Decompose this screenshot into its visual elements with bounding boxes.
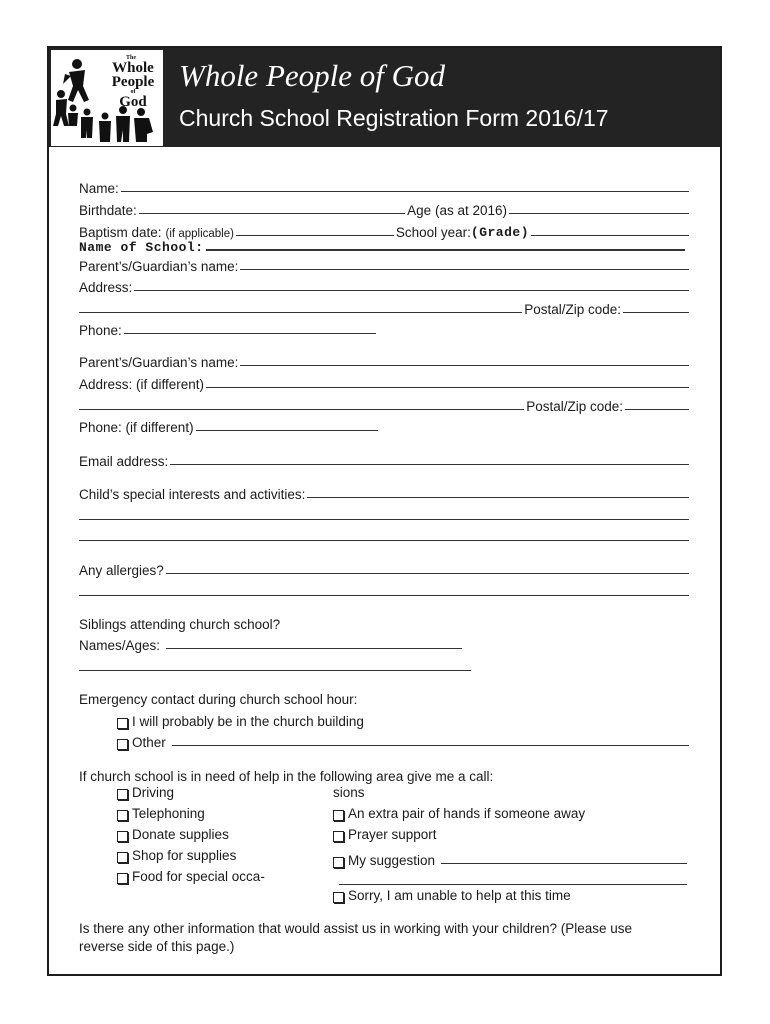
name-field[interactable] bbox=[79, 176, 691, 196]
name-of-school-label: Name of School: bbox=[79, 240, 204, 255]
allergies-label: Any allergies? bbox=[79, 563, 164, 578]
suggestion-line-2-row[interactable] bbox=[339, 869, 689, 889]
help-option-driving[interactable] bbox=[117, 785, 174, 800]
names-ages-line-2-row[interactable] bbox=[79, 655, 691, 675]
phone1-line bbox=[124, 332, 376, 334]
email-label: Email address: bbox=[79, 454, 169, 469]
names-ages-line bbox=[166, 647, 462, 649]
emergency-option-other[interactable] bbox=[117, 730, 691, 750]
checkbox-icon[interactable] bbox=[117, 852, 128, 863]
interests-line-3 bbox=[79, 539, 689, 541]
phone1-label: Phone: bbox=[79, 323, 122, 338]
interests-field[interactable] bbox=[79, 482, 691, 502]
interests-line-2 bbox=[79, 518, 689, 520]
closing-question: Is there any other information that would assist us in working with your children? (Please use reverse side of this page.) bbox=[79, 921, 633, 954]
help-right-label: Prayer support bbox=[348, 827, 437, 842]
baptism-note: (if applicable) bbox=[165, 228, 234, 240]
phone2-field[interactable] bbox=[79, 415, 691, 435]
interests-line-3-row[interactable] bbox=[79, 525, 691, 545]
names-ages-label: Names/Ages: bbox=[79, 638, 161, 653]
help-option-shop[interactable] bbox=[117, 848, 236, 863]
names-ages-field[interactable] bbox=[79, 633, 691, 653]
form-body bbox=[49, 48, 720, 974]
parent1-label: Parent’s/Guardian’s name: bbox=[79, 259, 239, 274]
address1-postal-row[interactable] bbox=[79, 297, 691, 317]
help-option-extra-hands[interactable] bbox=[333, 806, 585, 821]
emergency-label: Emergency contact during church school hour: bbox=[79, 692, 358, 707]
help-option-telephoning[interactable] bbox=[117, 806, 205, 821]
header-title: Whole People of God bbox=[179, 58, 446, 93]
baptism-label: Baptism date: bbox=[79, 225, 162, 240]
postal1-line bbox=[623, 311, 689, 313]
checkbox-icon[interactable] bbox=[333, 810, 344, 821]
grade-label: (Grade) bbox=[470, 225, 529, 240]
allergies-field[interactable] bbox=[79, 558, 691, 578]
siblings-question bbox=[79, 612, 691, 632]
name-of-school-field[interactable] bbox=[79, 235, 691, 255]
phone1-field[interactable] bbox=[79, 318, 691, 338]
interests-line-2-row[interactable] bbox=[79, 504, 691, 524]
help-left-label: Shop for supplies bbox=[132, 848, 237, 863]
address2-field[interactable] bbox=[79, 372, 691, 392]
birthdate-line bbox=[139, 212, 405, 214]
emergency-question bbox=[79, 687, 691, 707]
address2-postal-row[interactable] bbox=[79, 394, 691, 414]
allergies-line-2 bbox=[79, 594, 689, 596]
help-intro-label: If church school is in need of help in the following area give me a call: bbox=[79, 769, 494, 784]
siblings-label: Siblings attending church school? bbox=[79, 617, 281, 632]
logo-text-the: The bbox=[125, 55, 137, 61]
checkbox-icon[interactable] bbox=[333, 857, 344, 868]
help-option-food[interactable] bbox=[117, 869, 265, 884]
allergies-line bbox=[166, 572, 689, 574]
help-left-label: Food for special occa- bbox=[132, 869, 265, 884]
help-right-label: Sorry, I am unable to help at this time bbox=[348, 888, 571, 903]
email-field[interactable] bbox=[79, 449, 691, 469]
help-intro bbox=[79, 764, 691, 784]
help-left-label: Driving bbox=[132, 785, 175, 800]
help-option-prayer[interactable] bbox=[333, 827, 437, 842]
names-ages-line-2 bbox=[79, 669, 471, 671]
parent2-label: Parent’s/Guardian’s name: bbox=[79, 355, 239, 370]
email-line bbox=[170, 463, 689, 465]
logo-text-whole: Whole bbox=[112, 60, 154, 76]
logo-text-people: People bbox=[111, 74, 155, 90]
parent2-line bbox=[240, 364, 689, 366]
emergency-option-church[interactable] bbox=[117, 709, 364, 729]
checkbox-icon[interactable] bbox=[117, 739, 128, 750]
help-option-donate[interactable] bbox=[117, 827, 229, 842]
age-label: Age (as at 2016) bbox=[407, 203, 507, 218]
checkbox-icon[interactable] bbox=[117, 718, 128, 729]
postal1-label: Postal/Zip code: bbox=[524, 302, 621, 317]
address1-field[interactable] bbox=[79, 275, 691, 295]
checkbox-icon[interactable] bbox=[117, 810, 128, 821]
address2-line bbox=[206, 386, 689, 388]
form-frame bbox=[47, 46, 722, 976]
phone2-line bbox=[196, 429, 378, 431]
emergency-option-1-label: I will probably be in the church building bbox=[132, 714, 364, 729]
help-right-label: My suggestion bbox=[348, 853, 436, 868]
address1-line bbox=[134, 289, 689, 291]
parent1-field[interactable] bbox=[79, 254, 691, 274]
name-of-school-line bbox=[206, 248, 685, 251]
address1-label: Address: bbox=[79, 280, 133, 295]
emergency-option-2-label: Other bbox=[132, 735, 166, 750]
suggestion-line bbox=[441, 862, 687, 864]
checkbox-icon[interactable] bbox=[117, 789, 128, 800]
help-right-continuation bbox=[333, 785, 365, 800]
help-option-unable[interactable] bbox=[333, 888, 571, 903]
checkbox-icon[interactable] bbox=[117, 831, 128, 842]
name-line bbox=[121, 190, 689, 192]
suggestion-line-2 bbox=[339, 883, 687, 885]
birthdate-age-row[interactable] bbox=[79, 198, 691, 218]
checkbox-icon[interactable] bbox=[117, 873, 128, 884]
interests-label: Child’s special interests and activities: bbox=[79, 487, 306, 502]
logo-text-of: of bbox=[130, 89, 136, 95]
help-right-label: An extra pair of hands if someone away bbox=[348, 806, 586, 821]
allergies-line-2-row[interactable] bbox=[79, 580, 691, 600]
address1-line2 bbox=[79, 311, 522, 313]
help-option-suggestion[interactable] bbox=[333, 848, 689, 868]
header-subtitle: Church School Registration Form 2016/17 bbox=[179, 105, 609, 131]
birthdate-label: Birthdate: bbox=[79, 203, 137, 218]
age-line bbox=[509, 212, 689, 214]
school-year-label: School year: bbox=[395, 225, 471, 240]
parent1-line bbox=[240, 268, 689, 270]
parent2-field[interactable] bbox=[79, 350, 691, 370]
help-continuation-label: sions bbox=[333, 785, 365, 800]
checkbox-icon[interactable] bbox=[333, 831, 344, 842]
address2-label: Address: (if different) bbox=[79, 377, 205, 392]
logo-text-god: God bbox=[119, 94, 147, 110]
help-left-label: Telephoning bbox=[132, 806, 205, 821]
help-left-label: Donate supplies bbox=[132, 827, 229, 842]
checkbox-icon[interactable] bbox=[333, 892, 344, 903]
other-line bbox=[172, 744, 689, 746]
postal2-label: Postal/Zip code: bbox=[526, 399, 623, 414]
name-label: Name: bbox=[79, 181, 119, 196]
address2-line2 bbox=[79, 408, 524, 410]
interests-line bbox=[307, 496, 689, 498]
phone2-label: Phone: (if different) bbox=[79, 420, 194, 435]
postal2-line bbox=[625, 408, 689, 410]
